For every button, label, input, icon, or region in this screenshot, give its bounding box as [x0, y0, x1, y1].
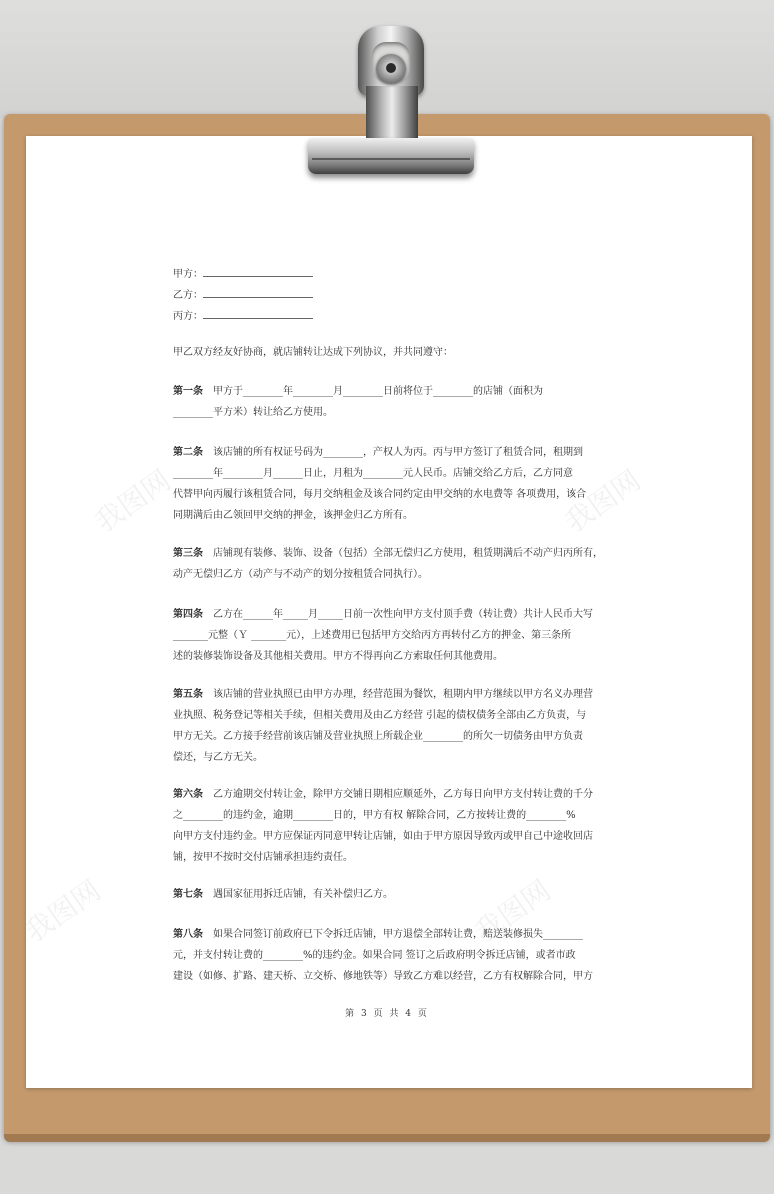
article-heading: 第三条 [173, 548, 203, 559]
article-line: 建设（如修、扩路、建天桥、立交桥、修地铁等）导致乙方难以经营，乙方有权解除合同，甲方 [173, 971, 593, 982]
binder-clip-neck [366, 86, 418, 144]
article-line: 乙方在______年_____月_____日前一次性向甲方支付顶手费（转让费）共计人民币大写 [213, 609, 593, 620]
article-line: 动产无偿归乙方（动产与不动产的划分按租赁合同执行）。 [173, 569, 428, 580]
watermark: 我图网 [468, 873, 557, 949]
article-line: 偿还，与乙方无关。 [173, 752, 263, 763]
party-line [173, 306, 603, 327]
party-label: 乙方： [173, 290, 203, 301]
party-label: 丙方： [173, 311, 203, 322]
page-number-footer: 第 3 页 共 4 页 [345, 1009, 429, 1019]
binder-clip-base [308, 138, 474, 174]
article-line: 之________的违约金，逾期________日的，甲方有权 解除合同，乙方按转让费的________% [173, 810, 576, 821]
article-line: ________平方米）转让给乙方使用。 [173, 407, 333, 418]
article-heading: 第六条 [173, 789, 203, 800]
party-signature-blank [203, 307, 313, 319]
article-8 [173, 924, 603, 987]
article-heading: 第五条 [173, 689, 203, 700]
article-heading: 第七条 [173, 889, 203, 900]
article-line: 甲方无关。乙方接手经营前该店铺及营业执照上所载企业________的所欠一切债务由甲方负责 [173, 731, 583, 742]
binder-clip-base-seam [312, 158, 470, 160]
article-line: ________年________月______日止，月租为________元人民币。店铺交给乙方后，乙方同意 [173, 468, 573, 479]
article-3 [173, 543, 603, 585]
article-heading: 第二条 [173, 447, 203, 458]
clipboard-board-edge [4, 1134, 770, 1142]
article-heading: 第一条 [173, 386, 203, 397]
article-line: 遇国家征用拆迁店铺，有关补偿归乙方。 [213, 889, 393, 900]
party-list [173, 264, 603, 327]
article-line: 述的装修装饰设备及其他相关费用。甲方不得再向乙方索取任何其他费用。 [173, 651, 503, 662]
party-label: 甲方： [173, 269, 203, 280]
article-line: 同期满后由乙领回甲交纳的押金，该押金归乙方所有。 [173, 510, 413, 521]
article-line: 如果合同签订前政府已下令拆迁店铺，甲方退偿全部转让费，赔送装修损失________ [213, 929, 583, 940]
article-line: 甲方于________年________月________日前将位于________的店铺（面积为 [213, 386, 543, 397]
article-line: 乙方逾期交付转让金，除甲方交铺日期相应顺延外，乙方每日向甲方支付转让费的千分 [213, 789, 593, 800]
article-4 [173, 604, 603, 667]
article-1 [173, 381, 603, 423]
binder-clip-rivet-center [386, 63, 396, 73]
party-line [173, 285, 603, 306]
article-line: _______元整（Ｙ _______元），上述费用已包括甲方交给丙方再转付乙方的押金、第三条所 [173, 630, 572, 641]
article-2 [173, 442, 603, 526]
article-6 [173, 784, 603, 868]
article-line: 业执照、税务登记等相关手续，但相关费用及由乙方经营 引起的债权债务全部由乙方负责，与 [173, 710, 587, 721]
article-heading: 第四条 [173, 609, 203, 620]
article-line: 该店铺的所有权证号码为________，产权人为丙。丙与甲方签订了租赁合同，租期到 [213, 447, 583, 458]
party-signature-blank [203, 286, 313, 298]
article-line: 铺，按甲不按时交付店铺承担违约责任。 [173, 852, 353, 863]
article-5 [173, 684, 603, 768]
article-line: 该店铺的营业执照已由甲方办理，经营范围为餐饮，租期内甲方继续以甲方名义办理营 [213, 689, 593, 700]
article-line: 向甲方支付违约金。甲方应保证丙同意甲转让店铺，如由于甲方原因导致丙或甲自己中途收回店 [173, 831, 593, 842]
article-heading: 第八条 [173, 929, 203, 940]
party-signature-blank [203, 265, 313, 277]
watermark: 我图网 [558, 463, 647, 539]
article-line: 店铺现有装修、装饰、设备（包括）全部无偿归乙方使用，租赁期满后不动产归丙所有， [213, 548, 603, 559]
party-line [173, 264, 603, 285]
article-line: 代替甲向丙履行该租赁合同，每月交纳租金及该合同约定由甲交纳的水电费等 各项费用，该合 [173, 489, 587, 500]
intro-paragraph: 甲乙双方经友好协商，就店铺转让达成下列协议，并共同遵守： [173, 347, 453, 358]
watermark: 我图网 [18, 873, 107, 949]
article-7 [173, 884, 603, 905]
watermark: 我图网 [88, 463, 177, 539]
article-line: 元，并支付转让费的________%的违约金。如果合同 签订之后政府明令拆迁店铺，或者市政 [173, 950, 576, 961]
